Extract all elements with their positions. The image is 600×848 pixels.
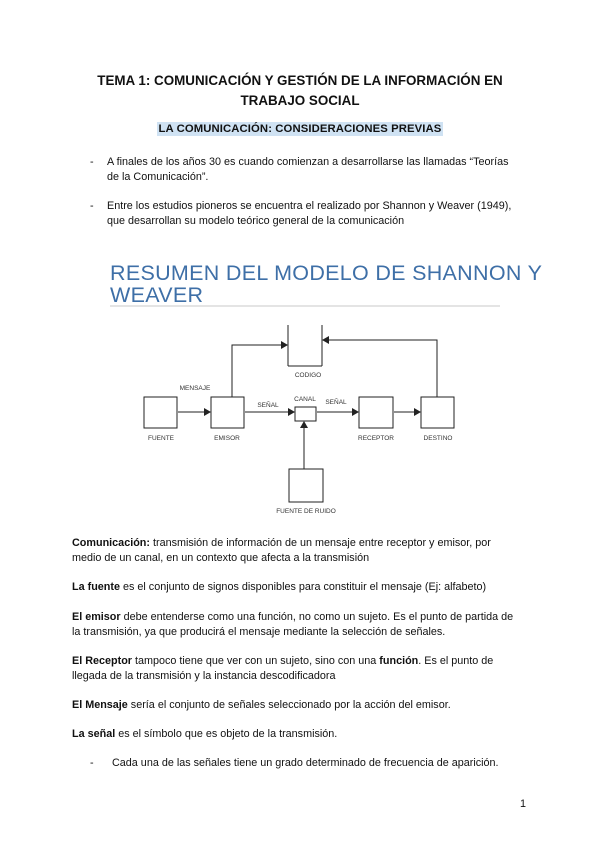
receptor-box [359, 397, 393, 428]
bullet-marker: - [90, 156, 94, 168]
label-destino: DESTINO [423, 435, 453, 442]
label-senal-2: SEÑAL [325, 399, 347, 406]
label-canal: CANAL [294, 396, 316, 403]
section-heading-text: LA COMUNICACIÓN: CONSIDERACIONES PREVIAS [158, 123, 442, 135]
label-ruido: FUENTE DE RUIDO [276, 508, 336, 515]
term-funcion: función [379, 655, 419, 667]
paragraph-mensaje [72, 698, 532, 713]
diagram-title-line-1: RESUMEN DEL MODELO DE SHANNON Y [110, 261, 543, 285]
p4-line-1a: tampoco tiene que ver con un sujeto, sino con una [132, 655, 380, 667]
bullet-1-line-1: A finales de los años 30 es cuando comienzan a desarrollarse las llamadas “Teorías [107, 156, 509, 168]
paragraph-senal [72, 727, 532, 742]
term-fuente: La fuente [72, 581, 120, 593]
bullet-marker: - [90, 200, 94, 212]
paragraph-comunicacion [72, 536, 532, 566]
term-receptor: El Receptor [72, 655, 132, 667]
label-receptor: RECEPTOR [358, 435, 394, 442]
p1-line-2: medio de un canal, en un contexto que afecta a la transmisión [72, 552, 370, 564]
paragraph-receptor [72, 654, 532, 684]
p3-line-2: la transmisión, ya que producirá el mensaje mediante la selección de señales. [72, 626, 446, 638]
bullet-item-3: Cada una de las señales tiene un grado determinado de frecuencia de aparición. [112, 757, 499, 769]
label-mensaje: MENSAJE [179, 385, 211, 392]
emisor-to-codigo-line [232, 345, 284, 397]
arrowhead-receptor [352, 408, 359, 416]
p4-line-2: llegada de la transmisión y la instancia descodificadora [72, 670, 336, 682]
term-mensaje: El Mensaje [72, 699, 128, 711]
emisor-box [211, 397, 244, 428]
p1-line-1: transmisión de información de un mensaje entre receptor y emisor, por [149, 537, 491, 549]
diagram-title-line-2: WEAVER [110, 283, 204, 307]
destino-box [421, 397, 454, 428]
arrowhead-codigo-left [281, 341, 288, 349]
label-codigo: CODIGO [294, 372, 322, 379]
arrowhead-destino [414, 408, 421, 416]
p6-text: es el símbolo que es objeto de la transmisión. [115, 728, 338, 740]
label-senal-1: SEÑAL [257, 402, 279, 409]
term-emisor: El emisor [72, 611, 121, 623]
bullet-marker: - [90, 757, 94, 769]
bullet-2-line-2: que desarrollan su modelo teórico general de la comunicación [107, 215, 405, 227]
arrowhead-canal [288, 408, 295, 416]
paragraph-emisor [72, 610, 532, 640]
bullet-2-line-1: Entre los estudios pioneros se encuentra el realizado por Shannon y Weaver (1949), [107, 200, 512, 212]
destino-to-codigo-line [326, 340, 437, 397]
label-fuente: FUENTE [148, 435, 174, 442]
bullet-1-line-2: de la Comunicación”. [107, 171, 209, 183]
arrowhead-codigo-right [322, 336, 329, 344]
fuente-box [144, 397, 177, 428]
title-line-2: TRABAJO SOCIAL [240, 93, 360, 108]
term-senal: La señal [72, 728, 116, 740]
title-line-1: TEMA 1: COMUNICACIÓN Y GESTIÓN DE LA INFORMACIÓN EN [97, 73, 503, 88]
p5-text: sería el conjunto de señales seleccionado por la acción del emisor. [127, 699, 451, 711]
page-number: 1 [520, 798, 527, 810]
p3-line-1: debe entenderse como una función, no como un sujeto. Es el punto de partida de [120, 611, 514, 623]
ruido-box [289, 469, 323, 502]
canal-box [295, 407, 316, 421]
arrowhead-ruido [300, 421, 308, 428]
p4-line-1b: . Es el punto de [418, 655, 494, 667]
paragraph-fuente [72, 580, 532, 595]
arrowhead-emisor [204, 408, 211, 416]
p2-text: es el conjunto de signos disponibles para constituir el mensaje (Ej: alfabeto) [120, 581, 487, 593]
term-comunicacion: Comunicación: [72, 537, 150, 549]
label-emisor: EMISOR [214, 435, 240, 442]
